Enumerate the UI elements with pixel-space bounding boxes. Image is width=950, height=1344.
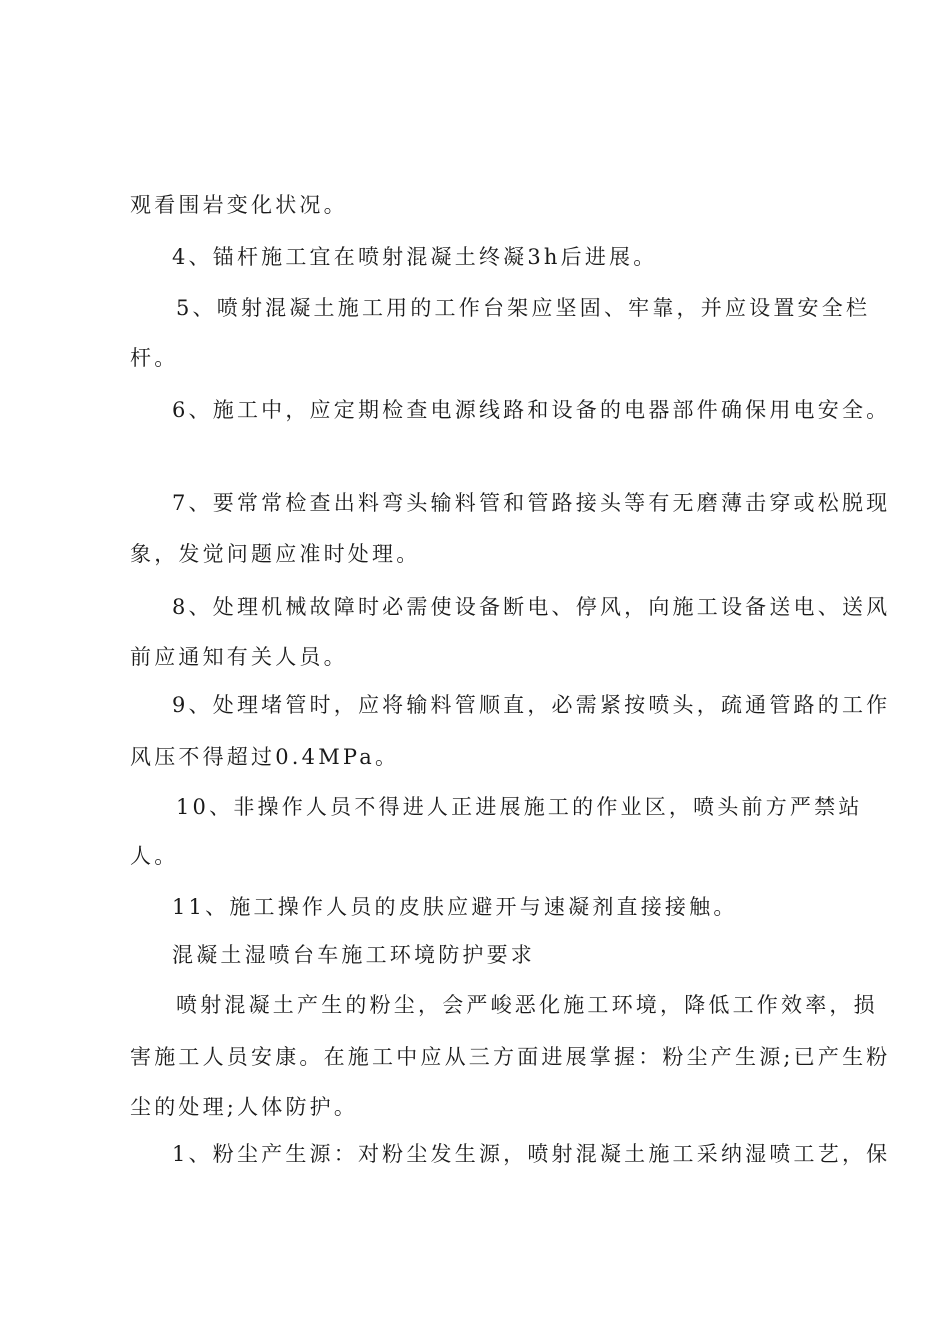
section-heading: 混凝土湿喷台车施工环境防护要求 [172, 943, 535, 967]
text-line: 9、处理堵管时，应将输料管顺直，必需紧按喷头，疏通管路的工作 [172, 693, 891, 717]
text-line: 风压不得超过0.4MPa。 [130, 745, 400, 769]
text-line: 杆。 [130, 346, 179, 370]
text-line: 10、非操作人员不得进人正进展施工的作业区，喷头前方严禁站 [176, 795, 863, 819]
text-line: 象，发觉问题应准时处理。 [130, 542, 421, 566]
text-line: 4、锚杆施工宜在喷射混凝土终凝3h后进展。 [172, 245, 658, 269]
text-line: 6、施工中，应定期检查电源线路和设备的电器部件确保用电安全。 [172, 398, 891, 422]
text-line: 观看围岩变化状况。 [130, 193, 348, 217]
text-line: 喷射混凝土产生的粉尘，会严峻恶化施工环境，降低工作效率，损 [176, 993, 878, 1017]
text-line: 7、要常常检查出料弯头输料管和管路接头等有无磨薄击穿或松脱现 [172, 491, 891, 515]
text-line: 8、处理机械故障时必需使设备断电、停风，向施工设备送电、送风 [172, 595, 891, 619]
text-line: 前应通知有关人员。 [130, 645, 348, 669]
text-line: 1、粉尘产生源：对粉尘发生源，喷射混凝土施工采纳湿喷工艺，保 [172, 1142, 891, 1166]
text-line: 11、施工操作人员的皮肤应避开与速凝剂直接接触。 [172, 895, 738, 919]
text-line: 尘的处理;人体防护。 [130, 1095, 359, 1119]
text-line: 5、喷射混凝土施工用的工作台架应坚固、牢靠，并应设置安全栏 [176, 296, 871, 320]
text-line: 人。 [130, 844, 179, 868]
text-line: 害施工人员安康。在施工中应从三方面进展掌握：粉尘产生源;已产生粉 [130, 1045, 891, 1069]
